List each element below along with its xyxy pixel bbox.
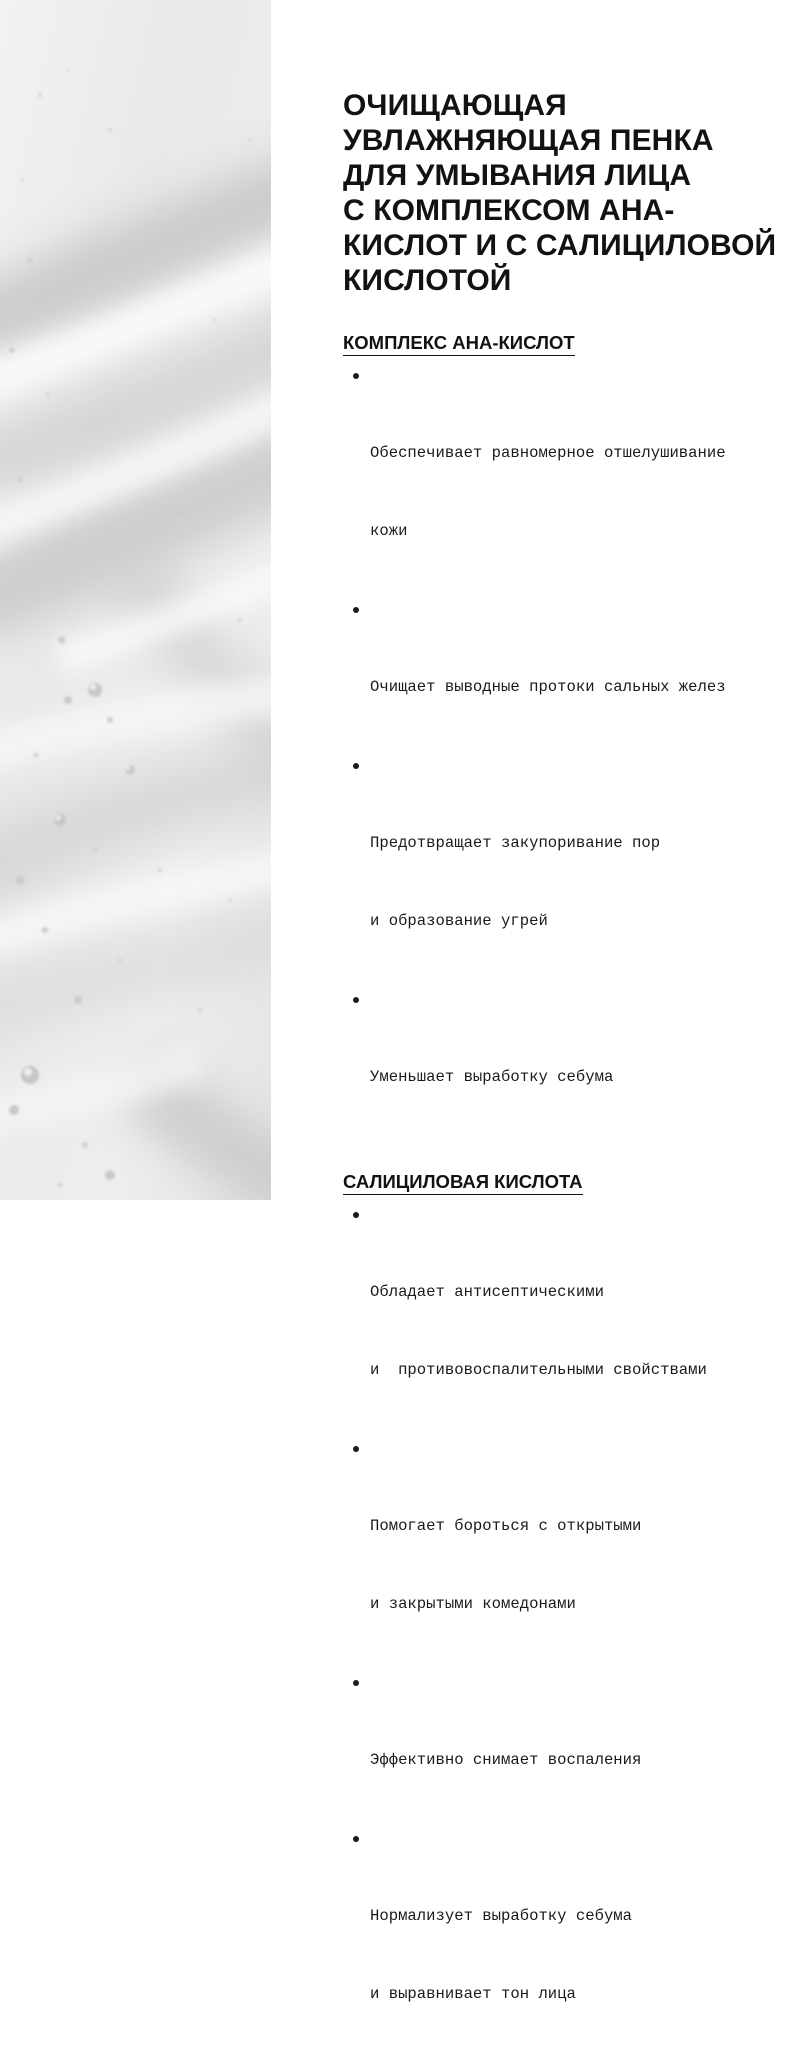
product-title-line: С КОМПЛЕКСОМ АНА-	[343, 194, 675, 227]
aha-complex-heading: КОМПЛЕКС АНА-КИСЛОТ	[343, 332, 575, 356]
product-description	[343, 88, 803, 2059]
product-title-line: ОЧИЩАЮЩАЯ	[343, 89, 567, 122]
product-title-line: ДЛЯ УМЫВАНИЯ ЛИЦА	[343, 159, 692, 192]
bullet-dot-icon	[353, 763, 359, 769]
list-item	[343, 752, 803, 986]
list-item-line: Эффективно снимает воспаления	[370, 1751, 642, 1769]
bullet-dot-icon	[353, 1212, 359, 1218]
product-title-line: КИСЛОТОЙ	[343, 264, 512, 297]
bullet-dot-icon	[353, 1836, 359, 1842]
list-item-line: Предотвращает закупоривание пор	[370, 834, 661, 852]
bullet-dot-icon	[353, 373, 359, 379]
bullet-dot-icon	[353, 1446, 359, 1452]
list-item-line: кожи	[370, 522, 408, 540]
list-item-line: и закрытыми комедонами	[370, 1595, 576, 1613]
list-item	[343, 1669, 803, 1825]
product-title-line: УВЛАЖНЯЮЩАЯ ПЕНКА	[343, 124, 714, 157]
list-item-line: Уменьшает выработку себума	[370, 1068, 614, 1086]
product-title-line: КИСЛОТ И С САЛИЦИЛОВОЙ	[343, 229, 777, 262]
list-item-line: Нормализует выработку себума	[370, 1907, 633, 1925]
salicylic-acid-section	[343, 1171, 803, 2059]
salicylic-acid-list	[343, 1201, 803, 2059]
list-item	[343, 1201, 803, 1435]
foam-texture-image	[0, 0, 271, 1200]
bullet-dot-icon	[353, 997, 359, 1003]
list-item	[343, 1435, 803, 1669]
bullet-dot-icon	[353, 1680, 359, 1686]
list-item-line: Помогает бороться с открытыми	[370, 1517, 642, 1535]
list-item-line: и противовоспалительными свойствами	[370, 1361, 707, 1379]
list-item-line: Обладает антисептическими	[370, 1283, 604, 1301]
product-title	[343, 88, 803, 298]
list-item-line: и выравнивает тон лица	[370, 1985, 576, 2003]
list-item-line: Обеспечивает равномерное отшелушивание	[370, 444, 726, 462]
salicylic-acid-heading: САЛИЦИЛОВАЯ КИСЛОТА	[343, 1171, 583, 1195]
list-item	[343, 1825, 803, 2059]
list-item	[343, 596, 803, 752]
list-item	[343, 986, 803, 1142]
list-item-line: Очищает выводные протоки сальных желез	[370, 678, 726, 696]
list-item	[343, 362, 803, 596]
bullet-dot-icon	[353, 607, 359, 613]
list-item-line: и образование угрей	[370, 912, 548, 930]
aha-complex-section	[343, 332, 803, 1142]
aha-complex-list	[343, 362, 803, 1142]
